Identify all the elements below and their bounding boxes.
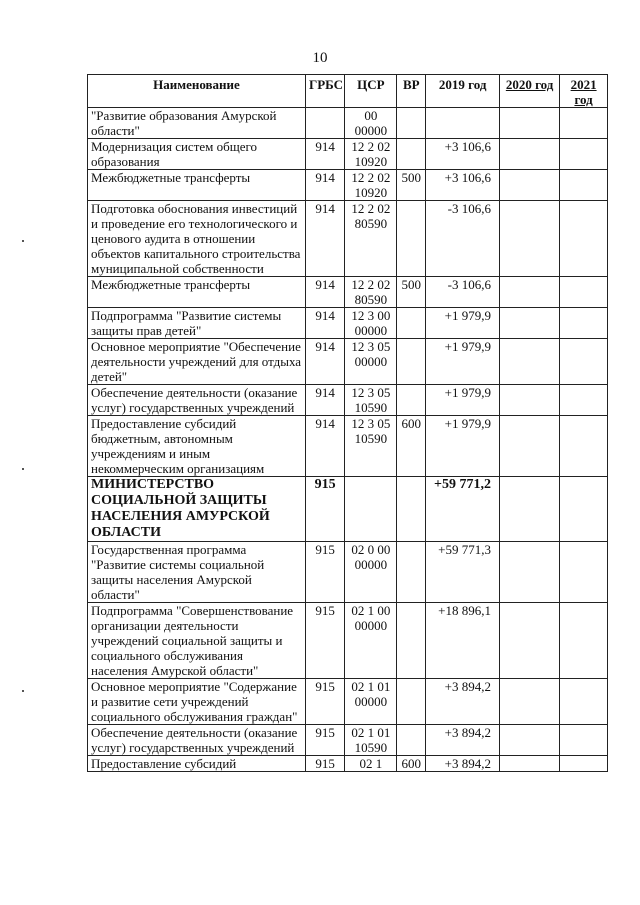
cell-name: Основное мероприятие "Содержание и развитие сети учреждений социального обслуживания граждан" xyxy=(88,679,306,725)
cell-csr: 12 3 05 10590 xyxy=(345,385,397,416)
cell-2019: +59 771,2 xyxy=(426,477,500,542)
cell-2019: +18 896,1 xyxy=(426,603,500,679)
cell-grbs: 915 xyxy=(305,756,344,772)
cell-grbs: 914 xyxy=(305,201,344,277)
cell-2019: +3 894,2 xyxy=(426,679,500,725)
cell-name: Подготовка обоснования инвестиций и проведение его технологического и ценового аудита в отношении объектов капитального строительства муниципальной собственности xyxy=(88,201,306,277)
cell-csr: 02 1 00 00000 xyxy=(345,603,397,679)
table-row xyxy=(88,139,608,170)
cell-csr: 12 3 05 10590 xyxy=(345,416,397,477)
cell-vr xyxy=(397,679,426,725)
table-row xyxy=(88,477,608,542)
cell-vr xyxy=(397,201,426,277)
cell-vr: 600 xyxy=(397,416,426,477)
cell-grbs: 915 xyxy=(305,725,344,756)
cell-grbs: 915 xyxy=(305,679,344,725)
table-row xyxy=(88,339,608,385)
cell-2019: +1 979,9 xyxy=(426,308,500,339)
cell-2019 xyxy=(426,108,500,139)
table-row xyxy=(88,201,608,277)
cell-vr xyxy=(397,339,426,385)
scan-speck xyxy=(22,240,24,242)
cell-2020 xyxy=(500,308,560,339)
page-number: 10 xyxy=(312,50,328,66)
cell-csr: 12 2 02 10920 xyxy=(345,170,397,201)
table-row xyxy=(88,542,608,603)
cell-2021 xyxy=(560,416,608,477)
cell-2021 xyxy=(560,108,608,139)
cell-grbs: 914 xyxy=(305,139,344,170)
table-row xyxy=(88,725,608,756)
cell-2020 xyxy=(500,170,560,201)
cell-name: Государственная программа "Развитие системы социальной защиты населения Амурской области" xyxy=(88,542,306,603)
cell-2020 xyxy=(500,108,560,139)
cell-2019: +1 979,9 xyxy=(426,385,500,416)
cell-name: Обеспечение деятельности (оказание услуг) государственных учреждений xyxy=(88,725,306,756)
cell-vr xyxy=(397,108,426,139)
cell-csr: 12 3 05 00000 xyxy=(345,339,397,385)
cell-2021 xyxy=(560,170,608,201)
cell-2021 xyxy=(560,201,608,277)
cell-vr xyxy=(397,308,426,339)
cell-2019: -3 106,6 xyxy=(426,277,500,308)
cell-name: Предоставление субсидий xyxy=(88,756,306,772)
cell-grbs: 915 xyxy=(305,603,344,679)
table-header-row xyxy=(88,75,608,108)
cell-csr: 12 2 02 80590 xyxy=(345,201,397,277)
cell-csr: 12 2 02 10920 xyxy=(345,139,397,170)
budget-table xyxy=(87,74,608,772)
table-row xyxy=(88,385,608,416)
cell-2021 xyxy=(560,139,608,170)
cell-vr xyxy=(397,603,426,679)
cell-2021 xyxy=(560,725,608,756)
header-grbs: ГРБС xyxy=(305,75,344,108)
cell-csr: 00 00000 xyxy=(345,108,397,139)
header-2019: 2019 год xyxy=(426,75,500,108)
cell-name: Межбюджетные трансферты xyxy=(88,170,306,201)
table-row xyxy=(88,603,608,679)
cell-2020 xyxy=(500,277,560,308)
cell-vr xyxy=(397,477,426,542)
cell-2020 xyxy=(500,416,560,477)
header-csr: ЦСР xyxy=(345,75,397,108)
cell-2019: +1 979,9 xyxy=(426,416,500,477)
cell-name: Модернизация систем общего образования xyxy=(88,139,306,170)
cell-2019: +1 979,9 xyxy=(426,339,500,385)
cell-2019: -3 106,6 xyxy=(426,201,500,277)
header-vr: ВР xyxy=(397,75,426,108)
cell-name: Обеспечение деятельности (оказание услуг) государственных учреждений xyxy=(88,385,306,416)
cell-2021 xyxy=(560,308,608,339)
scan-speck xyxy=(22,690,24,692)
cell-vr xyxy=(397,725,426,756)
cell-2019: +3 894,2 xyxy=(426,725,500,756)
cell-2021 xyxy=(560,679,608,725)
cell-2021 xyxy=(560,339,608,385)
cell-csr xyxy=(345,477,397,542)
cell-vr xyxy=(397,385,426,416)
cell-grbs: 914 xyxy=(305,416,344,477)
cell-2021 xyxy=(560,603,608,679)
cell-csr: 12 3 00 00000 xyxy=(345,308,397,339)
cell-grbs: 915 xyxy=(305,542,344,603)
header-2021-text: 2021 год xyxy=(570,77,597,107)
cell-grbs: 914 xyxy=(305,339,344,385)
cell-2021 xyxy=(560,277,608,308)
cell-vr xyxy=(397,139,426,170)
cell-vr: 600 xyxy=(397,756,426,772)
header-2021 xyxy=(560,75,608,108)
cell-grbs: 914 xyxy=(305,308,344,339)
table-row xyxy=(88,679,608,725)
cell-vr: 500 xyxy=(397,170,426,201)
cell-grbs: 915 xyxy=(305,477,344,542)
table-row xyxy=(88,170,608,201)
cell-2019: +3 894,2 xyxy=(426,756,500,772)
cell-csr: 02 1 xyxy=(345,756,397,772)
cell-name: МИНИСТЕРСТВО СОЦИАЛЬНОЙ ЗАЩИТЫ НАСЕЛЕНИЯ АМУРСКОЙ ОБЛАСТИ xyxy=(88,477,306,542)
cell-2020 xyxy=(500,756,560,772)
cell-name: Подпрограмма "Совершенствование организации деятельности учреждений социальной защиты и социального обслуживания населения Амурской области" xyxy=(88,603,306,679)
cell-csr: 12 2 02 80590 xyxy=(345,277,397,308)
cell-2019: +59 771,3 xyxy=(426,542,500,603)
table-row xyxy=(88,277,608,308)
cell-2021 xyxy=(560,385,608,416)
cell-grbs xyxy=(305,108,344,139)
cell-vr xyxy=(397,542,426,603)
cell-vr: 500 xyxy=(397,277,426,308)
header-2020 xyxy=(500,75,560,108)
table-row xyxy=(88,308,608,339)
scan-speck xyxy=(22,468,24,470)
table-row xyxy=(88,108,608,139)
cell-name: Межбюджетные трансферты xyxy=(88,277,306,308)
cell-2019: +3 106,6 xyxy=(426,139,500,170)
cell-2020 xyxy=(500,679,560,725)
cell-name: Предоставление субсидий бюджетным, автономным учреждениям и иным некоммерческим организациям xyxy=(88,416,306,477)
cell-grbs: 914 xyxy=(305,385,344,416)
cell-csr: 02 1 01 10590 xyxy=(345,725,397,756)
cell-name: Основное мероприятие "Обеспечение деятельности учреждений для отдыха детей" xyxy=(88,339,306,385)
table-body xyxy=(88,108,608,772)
header-name: Наименование xyxy=(88,75,306,108)
cell-2021 xyxy=(560,542,608,603)
cell-2019: +3 106,6 xyxy=(426,170,500,201)
cell-2020 xyxy=(500,542,560,603)
cell-csr: 02 0 00 00000 xyxy=(345,542,397,603)
header-2020-text: 2020 год xyxy=(505,77,554,92)
cell-2021 xyxy=(560,756,608,772)
cell-csr: 02 1 01 00000 xyxy=(345,679,397,725)
table-row xyxy=(88,416,608,477)
cell-2020 xyxy=(500,339,560,385)
cell-2020 xyxy=(500,201,560,277)
cell-name: Подпрограмма "Развитие системы защиты прав детей" xyxy=(88,308,306,339)
cell-2020 xyxy=(500,725,560,756)
cell-grbs: 914 xyxy=(305,170,344,201)
cell-2021 xyxy=(560,477,608,542)
cell-2020 xyxy=(500,385,560,416)
cell-2020 xyxy=(500,603,560,679)
cell-2020 xyxy=(500,477,560,542)
cell-2020 xyxy=(500,139,560,170)
cell-name: "Развитие образования Амурской области" xyxy=(88,108,306,139)
cell-grbs: 914 xyxy=(305,277,344,308)
table-row xyxy=(88,756,608,772)
